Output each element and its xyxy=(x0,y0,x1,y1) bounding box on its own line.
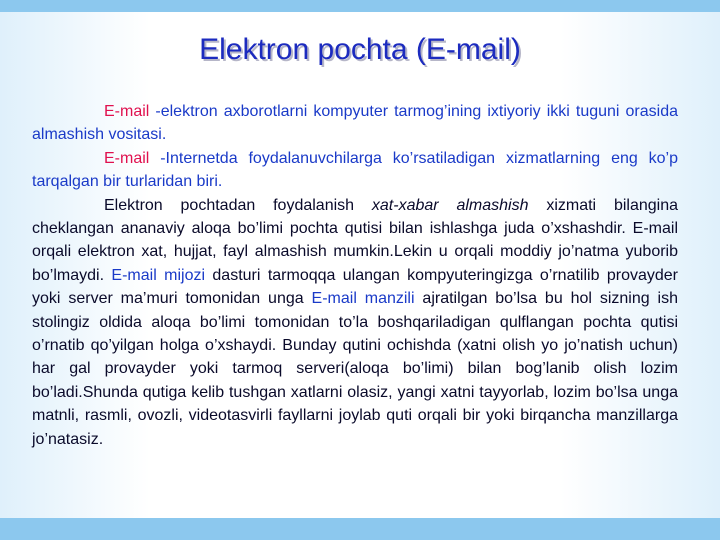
description-text-3: dasturi tarmoqqa ulangan kompyuteringizga o’rnatilib provayder yoki server ma’muri tomonidan unga xyxy=(32,266,678,308)
slide-body xyxy=(32,100,678,451)
description-text-2: xizmati bilangina cheklangan ananaviy aloqa bo’limi pochta qutisi bilan ishlashga juda o’xshashdir. E-mail orqali elektron xat, hujjat, fayl almashish mumkin.Lekin u orqali moddiy jo’natma yuborib bo’lmaydi. xyxy=(32,196,679,284)
description-text-1: Elektron pochtadan foydalanish xyxy=(104,196,372,214)
term-email: E-mail xyxy=(104,103,150,120)
top-decorative-bar xyxy=(0,0,720,12)
bottom-decorative-bar xyxy=(0,518,720,540)
description-text-4: ajratilgan bo’lsa bu hol sizning ish stolingiz oldida aloqa bo’limi tomonidan to’la boshqariladigan qulflangan pochta qutisi o’rnatib qo’yilgan holga o’xshaydi. Bunday qutini ochishda (xatni olish yo jo’natish uchun) har gal provayder yoki tarmoq serveri(aloqa bo’limi) bilan bog’lanib olish lozim bo’ladi.Shunda qutiga kelib tushgan xatlarni olasiz, yangi xatni tayyorlab, lozim bo’lsa unga matnli, rasmli, ovozli, videotasvirli fayllarni joylab quti orqali bir yoki birqancha manzillarga jo’natasiz. xyxy=(32,290,678,448)
paragraph-internet-service xyxy=(32,147,678,194)
term-email-client: E-mail mijozi xyxy=(111,266,206,284)
slide-title: Elektron pochta (E-mail) xyxy=(199,33,521,66)
paragraph-description xyxy=(32,194,678,451)
service-text: -Internetda foydalanuvchilarga ko’rsatiladigan xizmatlarning eng ko’p tarqalgan bir turlaridan biri. xyxy=(32,149,678,191)
paragraph-definition xyxy=(32,100,678,147)
term-email: E-mail xyxy=(104,149,150,167)
definition-text: -elektron axborotlarni kompyuter tarmog’ining ixtiyoriy ikki tuguni orasida almashish vositasi. xyxy=(32,103,678,144)
term-email-address: E-mail manzili xyxy=(311,290,415,308)
description-italic-phrase: xat-xabar almashish xyxy=(371,196,529,214)
